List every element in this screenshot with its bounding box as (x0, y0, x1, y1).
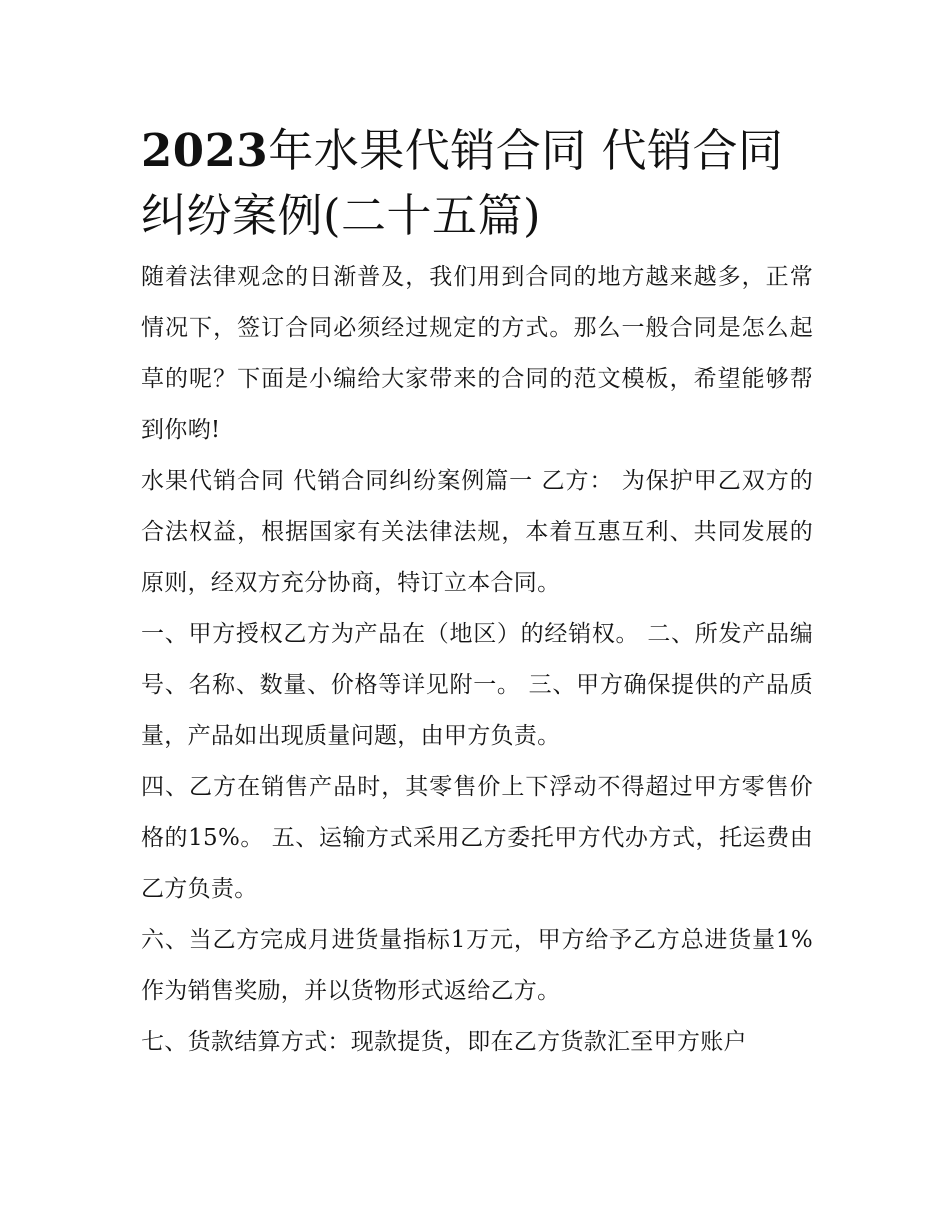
document-body (141, 118, 813, 1068)
paragraph-clauses-1-3: 一、甲方授权乙方为产品在（地区）的经销权。 二、所发产品编号、名称、数量、价格等详见附一。 三、甲方确保提供的产品质量，产品如出现质量问题，由甲方负责。 (141, 621, 813, 749)
paragraph-clause-6: 六、当乙方完成月进货量指标1万元，甲方给予乙方总进货量1%作为销售奖励，并以货物形式返给乙方。 (141, 927, 813, 1004)
paragraph-contract-preamble: 水果代销合同 代销合同纠纷案例篇一 乙方： 为保护甲乙双方的合法权益，根据国家有关法律法规，本着互惠互利、共同发展的原则，经双方充分协商，特订立本合同。 (141, 468, 813, 596)
title-text: 年水果代销合同 代销合同纠纷案例(二十五篇) (141, 124, 784, 242)
title-year: 2023 (141, 124, 269, 177)
paragraph-clauses-4-5: 四、乙方在销售产品时，其零售价上下浮动不得超过甲方零售价格的15%。 五、运输方式采用乙方委托甲方代办方式，托运费由乙方负责。 (141, 774, 813, 902)
paragraph-intro: 随着法律观念的日渐普及，我们用到合同的地方越来越多，正常情况下，签订合同必须经过规定的方式。那么一般合同是怎么起草的呢？下面是小编给大家带来的合同的范文模板，希望能够帮到你哟! (141, 264, 813, 443)
document-title (141, 118, 813, 248)
paragraph-clause-7: 七、货款结算方式：现款提货，即在乙方货款汇至甲方账户 (141, 1029, 747, 1055)
